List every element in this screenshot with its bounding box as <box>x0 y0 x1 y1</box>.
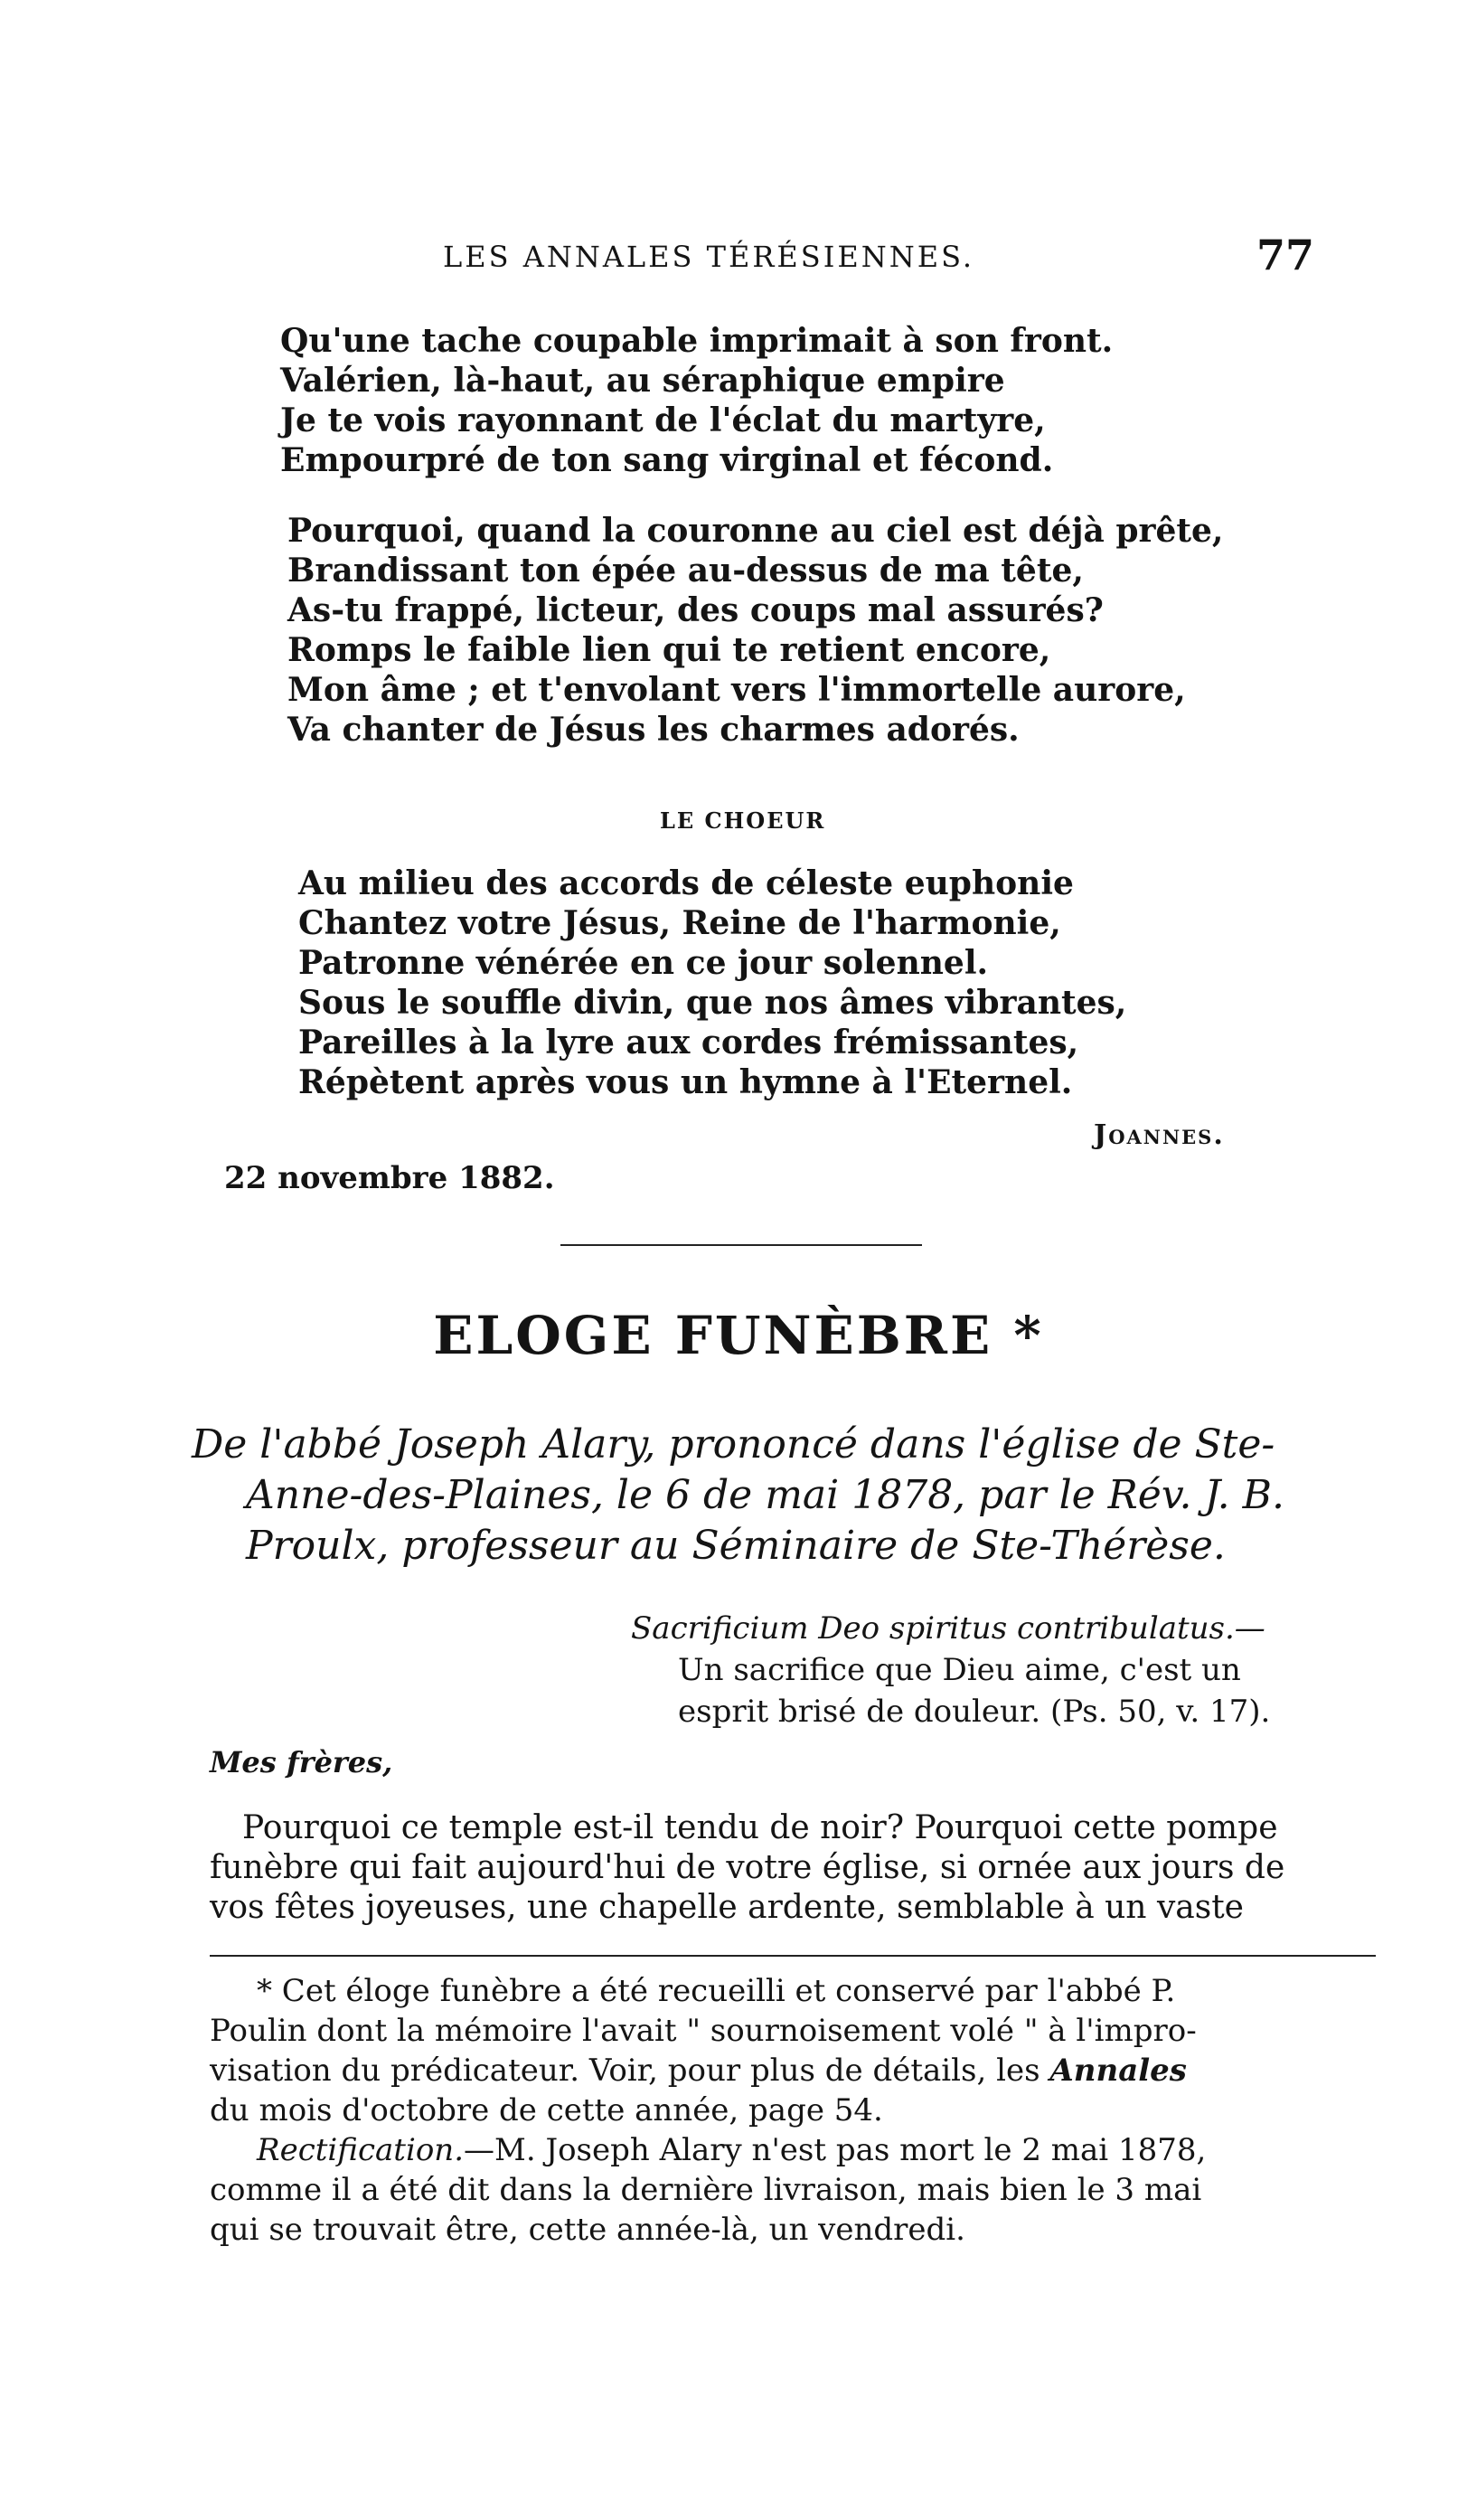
epigraph-translation-line: esprit brisé de douleur. (Ps. 50, v. 17). <box>678 1694 1271 1730</box>
footnote-line: comme il a été dit dans la dernière livraison, mais bien le 3 mai <box>210 2172 1202 2208</box>
verse-line: Patronne vénérée en ce jour solennel. <box>298 944 989 982</box>
salutation: Mes frères, <box>210 1745 393 1779</box>
epigraph <box>631 1608 1372 1732</box>
epigraph-latin: Sacrificium Deo spiritus contribulatus.— <box>631 1610 1265 1647</box>
verse-line: Chantez votre Jésus, Reine de l'harmonie, <box>298 904 1061 942</box>
footnote-line <box>210 2051 1376 2091</box>
poem-date: 22 novembre 1882. <box>224 1160 555 1196</box>
body-paragraph <box>210 1808 1376 1928</box>
body-line: funèbre qui fait aujourd'hui de votre église, si ornée aux jours de <box>210 1849 1285 1886</box>
verse-line: Valérien, là-haut, au séraphique empire <box>280 362 1005 400</box>
subtitle-line: Anne-des-Plaines, le 6 de mai 1878, par le Rév. J. B. <box>246 1472 1284 1518</box>
verse-line: Mon âme ; et t'envolant vers l'immortelle aurore, <box>287 671 1186 709</box>
section-divider <box>560 1244 922 1246</box>
section-title: ELOGE FUNÈBRE * <box>433 1305 1044 1366</box>
verse-line: Pourquoi, quand la couronne au ciel est déjà prête, <box>287 512 1224 550</box>
verse-line: Je te vois rayonnant de l'éclat du martyre, <box>280 401 1046 439</box>
subtitle-line: De l'abbé Joseph Alary, prononcé dans l'église de Ste- <box>192 1421 1275 1468</box>
poem-signature: Joannes. <box>1094 1119 1225 1151</box>
footnote-line: Poulin dont la mémoire l'avait " sournoisement volé " à l'impro- <box>210 2013 1197 2049</box>
poem-stanza-2 <box>287 511 1223 750</box>
body-line: vos fêtes joyeuses, une chapelle ardente, semblable à un vaste <box>210 1889 1244 1926</box>
poem-stanza-3 <box>298 864 1126 1102</box>
page-header <box>0 231 1477 285</box>
epigraph-translation-line: Un sacrifice que Dieu aime, c'est un <box>678 1652 1241 1688</box>
rectification-label: Rectification. <box>257 2132 465 2168</box>
section-subtitle <box>192 1420 1394 1571</box>
footnote-line <box>210 2130 1376 2170</box>
verse-line: Empourpré de ton sang virginal et fécond. <box>280 441 1054 479</box>
verse-line: Qu'une tache coupable imprimait à son front. <box>280 322 1114 360</box>
verse-line: Va chanter de Jésus les charmes adorés. <box>287 711 1020 749</box>
page-number: 77 <box>1256 231 1315 279</box>
poem-stanza-1 <box>280 321 1113 480</box>
footnote-line: * Cet éloge funèbre a été recueilli et conservé par l'abbé P. <box>257 1973 1176 2009</box>
footnote-text: —M. Joseph Alary n'est pas mort le 2 mai 1878, <box>464 2132 1207 2168</box>
footnote-line: qui se trouvait être, cette année-là, un vendredi. <box>210 2212 965 2248</box>
footnotes <box>210 1971 1376 2250</box>
footnote-divider <box>210 1955 1376 1957</box>
body-line: Pourquoi ce temple est-il tendu de noir? Pourquoi cette pompe <box>242 1809 1278 1846</box>
running-title: LES ANNALES TÉRÉSIENNES. <box>443 240 975 274</box>
verse-line: As-tu frappé, licteur, des coups mal assurés? <box>287 591 1104 629</box>
annales-reference: Annales <box>1049 2053 1187 2089</box>
verse-line: Pareilles à la lyre aux cordes frémissantes, <box>298 1024 1079 1062</box>
verse-line: Brandissant ton épée au-dessus de ma tête, <box>287 552 1084 590</box>
verse-line: Romps le faible lien qui te retient encore, <box>287 631 1051 669</box>
footnote-text: visation du prédicateur. Voir, pour plus de détails, les <box>210 2053 1040 2089</box>
subtitle-line: Proulx, professeur au Séminaire de Ste-Thérèse. <box>246 1523 1226 1569</box>
footnote-line: du mois d'octobre de cette année, page 54. <box>210 2092 883 2128</box>
verse-line: Répètent après vous un hymne à l'Eternel. <box>298 1063 1073 1101</box>
choir-heading: LE CHOEUR <box>660 807 826 834</box>
verse-line: Au milieu des accords de céleste euphonie <box>298 864 1074 902</box>
verse-line: Sous le souffle divin, que nos âmes vibrantes, <box>298 984 1127 1022</box>
